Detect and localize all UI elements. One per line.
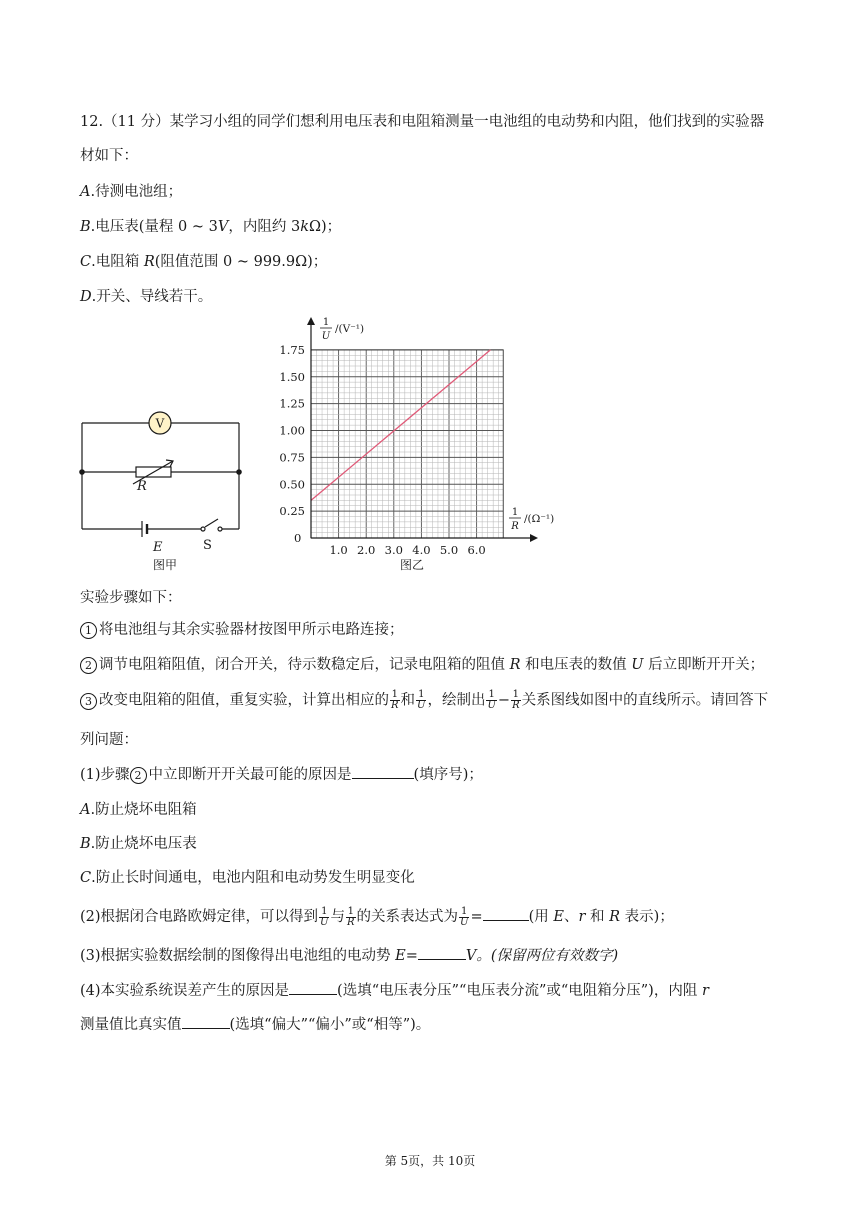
step-3: 3 改变电阻箱的阻值，重复实验，计算出相应的 $\frac{1}{R}$ 和 $\frac{1}{U}$ ，绘制出 $\frac{1}{U}$ − $\frac{1}{R}$ 关系图线如图中的直线所示。请回答下 (80, 690, 768, 711)
question-intro-2: 材如下： (80, 148, 138, 164)
switch-lever (205, 519, 218, 527)
equipment-d: D.开关、导线若干。 (80, 289, 213, 305)
y-tick-label: 0.75 (279, 450, 305, 465)
junction-dot (237, 470, 241, 474)
answer-blank-5[interactable] (182, 1014, 230, 1029)
switch-label: S (203, 538, 212, 553)
y-label-numerator: 1 (322, 317, 330, 328)
steps-title: 实验步骤如下： (80, 590, 182, 606)
question-4-continued: 测量值比真实值 (选填“偏大”“偏小”或“相等”)。 (80, 1014, 430, 1035)
resistor-label: R (137, 479, 147, 494)
question-3: (3)根据实验数据绘制的图像得出电池组的电动势 E= V。(保留两位有效数字) (80, 945, 618, 966)
y-tick-label: 1.00 (279, 423, 305, 438)
x-tick-label: 6.0 (467, 543, 486, 557)
x-label-unit: /(Ω⁻¹) (524, 513, 555, 525)
answer-blank-4[interactable] (289, 980, 337, 995)
equipment-b: B.电压表(量程 0 ~ 3V，内阻约 3kΩ)； (80, 219, 342, 235)
question-intro-1: 12.（11 分）某学习小组的同学们想利用电压表和电阻箱测量一电池组的电动势和内阻，他们找到的实验器 (80, 114, 765, 130)
step-1: 1 将电池组与其余实验器材按图甲所示电路连接； (80, 620, 404, 640)
y-label-denominator: U (321, 331, 331, 342)
option-c: C.防止长时间通电，电池内阻和电动势发生明显变化 (80, 870, 415, 886)
y-tick-label: 1.25 (279, 396, 305, 411)
switch-contact (218, 527, 222, 531)
page-footer: 第 5页，共 10页 (384, 1154, 476, 1168)
equipment-a: A.待测电池组； (80, 184, 183, 200)
option-b: B.防止烧坏电压表 (80, 836, 197, 852)
question-4: (4)本实验系统误差产生的原因是 (选填“电压表分压”“电压表分流”或“电阻箱分压”)，内阻 r (80, 980, 709, 1001)
graph-grid (311, 350, 503, 538)
battery-label: E (153, 540, 163, 555)
y-tick-label: 1.50 (279, 369, 305, 384)
answer-blank-3[interactable] (418, 945, 466, 960)
x-axis-arrow (530, 534, 538, 542)
step-3-continued: 列问题： (80, 732, 138, 748)
circuit-diagram (80, 412, 241, 537)
junction-dot (80, 470, 84, 474)
switch-contact (201, 527, 205, 531)
option-a: A.防止烧坏电阻箱 (80, 802, 197, 818)
step-2: 2 调节电阻箱阻值，闭合开关，待示数稳定后，记录电阻箱的阻值 R 和电压表的数值 U 后立即断开开关； (80, 655, 764, 675)
voltmeter-label: V (155, 416, 165, 431)
origin-label: 0 (294, 531, 302, 545)
graph-caption: 图乙 (400, 558, 425, 572)
circuit-caption: 图甲 (153, 558, 178, 572)
x-label-denominator: R (511, 521, 519, 532)
graph (279, 317, 554, 572)
grid-border (311, 350, 503, 538)
x-tick-label: 2.0 (357, 543, 376, 557)
x-tick-label: 1.0 (329, 543, 348, 557)
equipment-c: C.电阻箱 R(阻值范围 0 ~ 999.9Ω)； (80, 254, 328, 270)
question-1: (1)步骤 2 中立即断开开关最可能的原因是 (填序号)； (80, 764, 483, 785)
answer-blank-2[interactable] (483, 906, 529, 921)
x-tick-label: 5.0 (439, 543, 459, 557)
x-tick-label: 4.0 (412, 543, 431, 557)
y-label-unit: /(V⁻¹) (335, 323, 365, 335)
figures (75, 312, 575, 582)
answer-blank-1[interactable] (352, 764, 414, 779)
y-tick-label: 0.50 (279, 477, 305, 492)
y-tick-label: 0.25 (279, 504, 305, 519)
y-axis-arrow (307, 317, 315, 325)
x-tick-label: 3.0 (384, 543, 403, 557)
y-tick-label: 1.75 (279, 342, 305, 357)
question-2: (2)根据闭合电路欧姆定律，可以得到 $\frac{1}{U}$ 与 $\frac{1}{R}$ 的关系表达式为 $\frac{1}{U}$ = (用 E、r 和 R 表示)； (80, 905, 674, 928)
x-label-numerator: 1 (511, 507, 519, 518)
